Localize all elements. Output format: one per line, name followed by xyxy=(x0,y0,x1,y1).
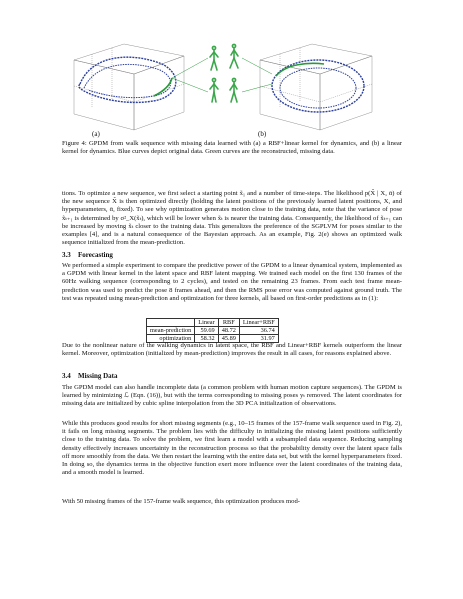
paragraph-optimization: tions. To optimize a new sequence, we first select a starting point x̃₁ and a number of time-steps. The likelihood p(X̃ | X, ᾱ) of the new sequence X̃ is then optimized directly (holding the latent positions of the previously learned latent positions, X, and hyperparameters, ᾱ, fixed). To see why optimization generates motion close to the training data, note that the variance of pose x̃ₜ₊₁ is determined by σ²_X(x̃ₜ), which will be lower when x̃ₜ is nearer the training data. Consequently, the likelihood of x̃ₜ₊₁ can be increased by moving x̃ₜ closer to the training data. This generalizes the preference of the SGPLVM for poses similar to the examples [4], and is a natural consequence of the Bayesian approach. As an example, Fig. 2(e) shows an optimized walk sequence initialized from the mean-prediction. xyxy=(62,190,402,247)
panel-a-label: (a) xyxy=(92,130,100,138)
table-header-cell: RBF xyxy=(218,319,239,327)
row-label: optimization xyxy=(147,335,195,343)
table-cell: 31.97 xyxy=(239,335,278,343)
paragraph-missing-data: The GPDM model can also handle incomplete data (a common problem with human motion capture sequences). The GPDM is learned by minimizing ℒ (Eqn. (16)), but with the terms corresponding to missing poses yₜ removed. The latent coordinates for missing data are initialized by cubic spline interpolation from the 3D PCA initialization of observations. xyxy=(62,384,402,408)
section-title: Forecasting xyxy=(78,251,113,259)
section-number: 3.3 xyxy=(62,251,71,259)
panel-b-plot xyxy=(260,44,372,130)
section-heading-missing-data xyxy=(62,372,117,380)
pose-figures xyxy=(210,44,238,102)
table-header-cell xyxy=(147,319,195,327)
table-header-row xyxy=(147,319,279,327)
table-cell: 58.32 xyxy=(195,335,218,343)
results-table xyxy=(146,318,279,343)
figure-4 xyxy=(62,34,402,138)
section-title: Missing Data xyxy=(78,372,118,380)
paragraph-fifty-frames: With 50 missing frames of the 157-frame walk sequence, this optimization produces mod- xyxy=(62,498,300,505)
panel-b-label: (b) xyxy=(258,130,267,138)
section-heading-forecasting xyxy=(62,251,113,259)
table-cell: 45.89 xyxy=(218,335,239,343)
panel-a-curves xyxy=(79,57,176,102)
table-cell: 48.72 xyxy=(218,327,239,335)
section-number: 3.4 xyxy=(62,372,71,380)
figure-caption: Figure 4: GPDM from walk sequence with missing data learned with (a) a RBF+linear kernel for dynamics, and (b) a linear kernel for dynamics. Blue curves depict original data. Green curves are the reconstructed, missing data. xyxy=(62,140,402,156)
paragraph-forecast-results: Due to the nonlinear nature of the walking dynamics in latent space, the RBF and Linear+RBF kernels outperform the linear kernel. Moreover, optimization (initialized by mean-prediction) improves the result in all cases, for reasons explained above. xyxy=(62,342,402,358)
paragraph-forecasting: We performed a simple experiment to compare the predictive power of the GPDM to a linear dynamical system, implemented as a GPDM with linear kernel in the latent space and RBF latent mapping. We trained each model on the first 130 frames of the 60Hz walking sequence (corresponding to 2 cycles), and tested on the remaining 23 frames. From each test frame mean-prediction was used to predict the pose 8 frames ahead, and then the RMS pose error was computed against ground truth. The test was repeated using mean-prediction and optimization for three kernels, all based on first-order predictions as in (1): xyxy=(62,262,402,302)
panel-b-curves xyxy=(272,60,364,112)
table-header-cell: Linear xyxy=(195,319,218,327)
table-cell: 36.74 xyxy=(239,327,278,335)
table-row xyxy=(147,327,279,335)
figure-4-graphic xyxy=(62,34,402,138)
row-label: mean-prediction xyxy=(147,327,195,335)
table-header-cell: Linear+RBF xyxy=(239,319,278,327)
pose-pointer-lines xyxy=(172,58,272,92)
paragraph-missing-segments: While this produces good results for short missing segments (e.g., 10–15 frames of the 157-frame walk sequence used in Fig. 2), it fails on long missing segments. The problem lies with the difficulty in initializing the missing latent positions sufficiently close to the training data. To solve the problem, we first learn a model with a subsampled data sequence. Reducing sampling density effectively increases uncertainty in the reconstruction process so that the probability density over the latent space falls off more smoothly from the data. We then restart the learning with the entire data set, but with the kernel hyperparameters fixed. In doing so, the dynamics terms in the objective function exert more influence over the latent coordinates of the training data, and a smooth model is learned. xyxy=(62,420,402,477)
table-cell: 59.69 xyxy=(195,327,218,335)
